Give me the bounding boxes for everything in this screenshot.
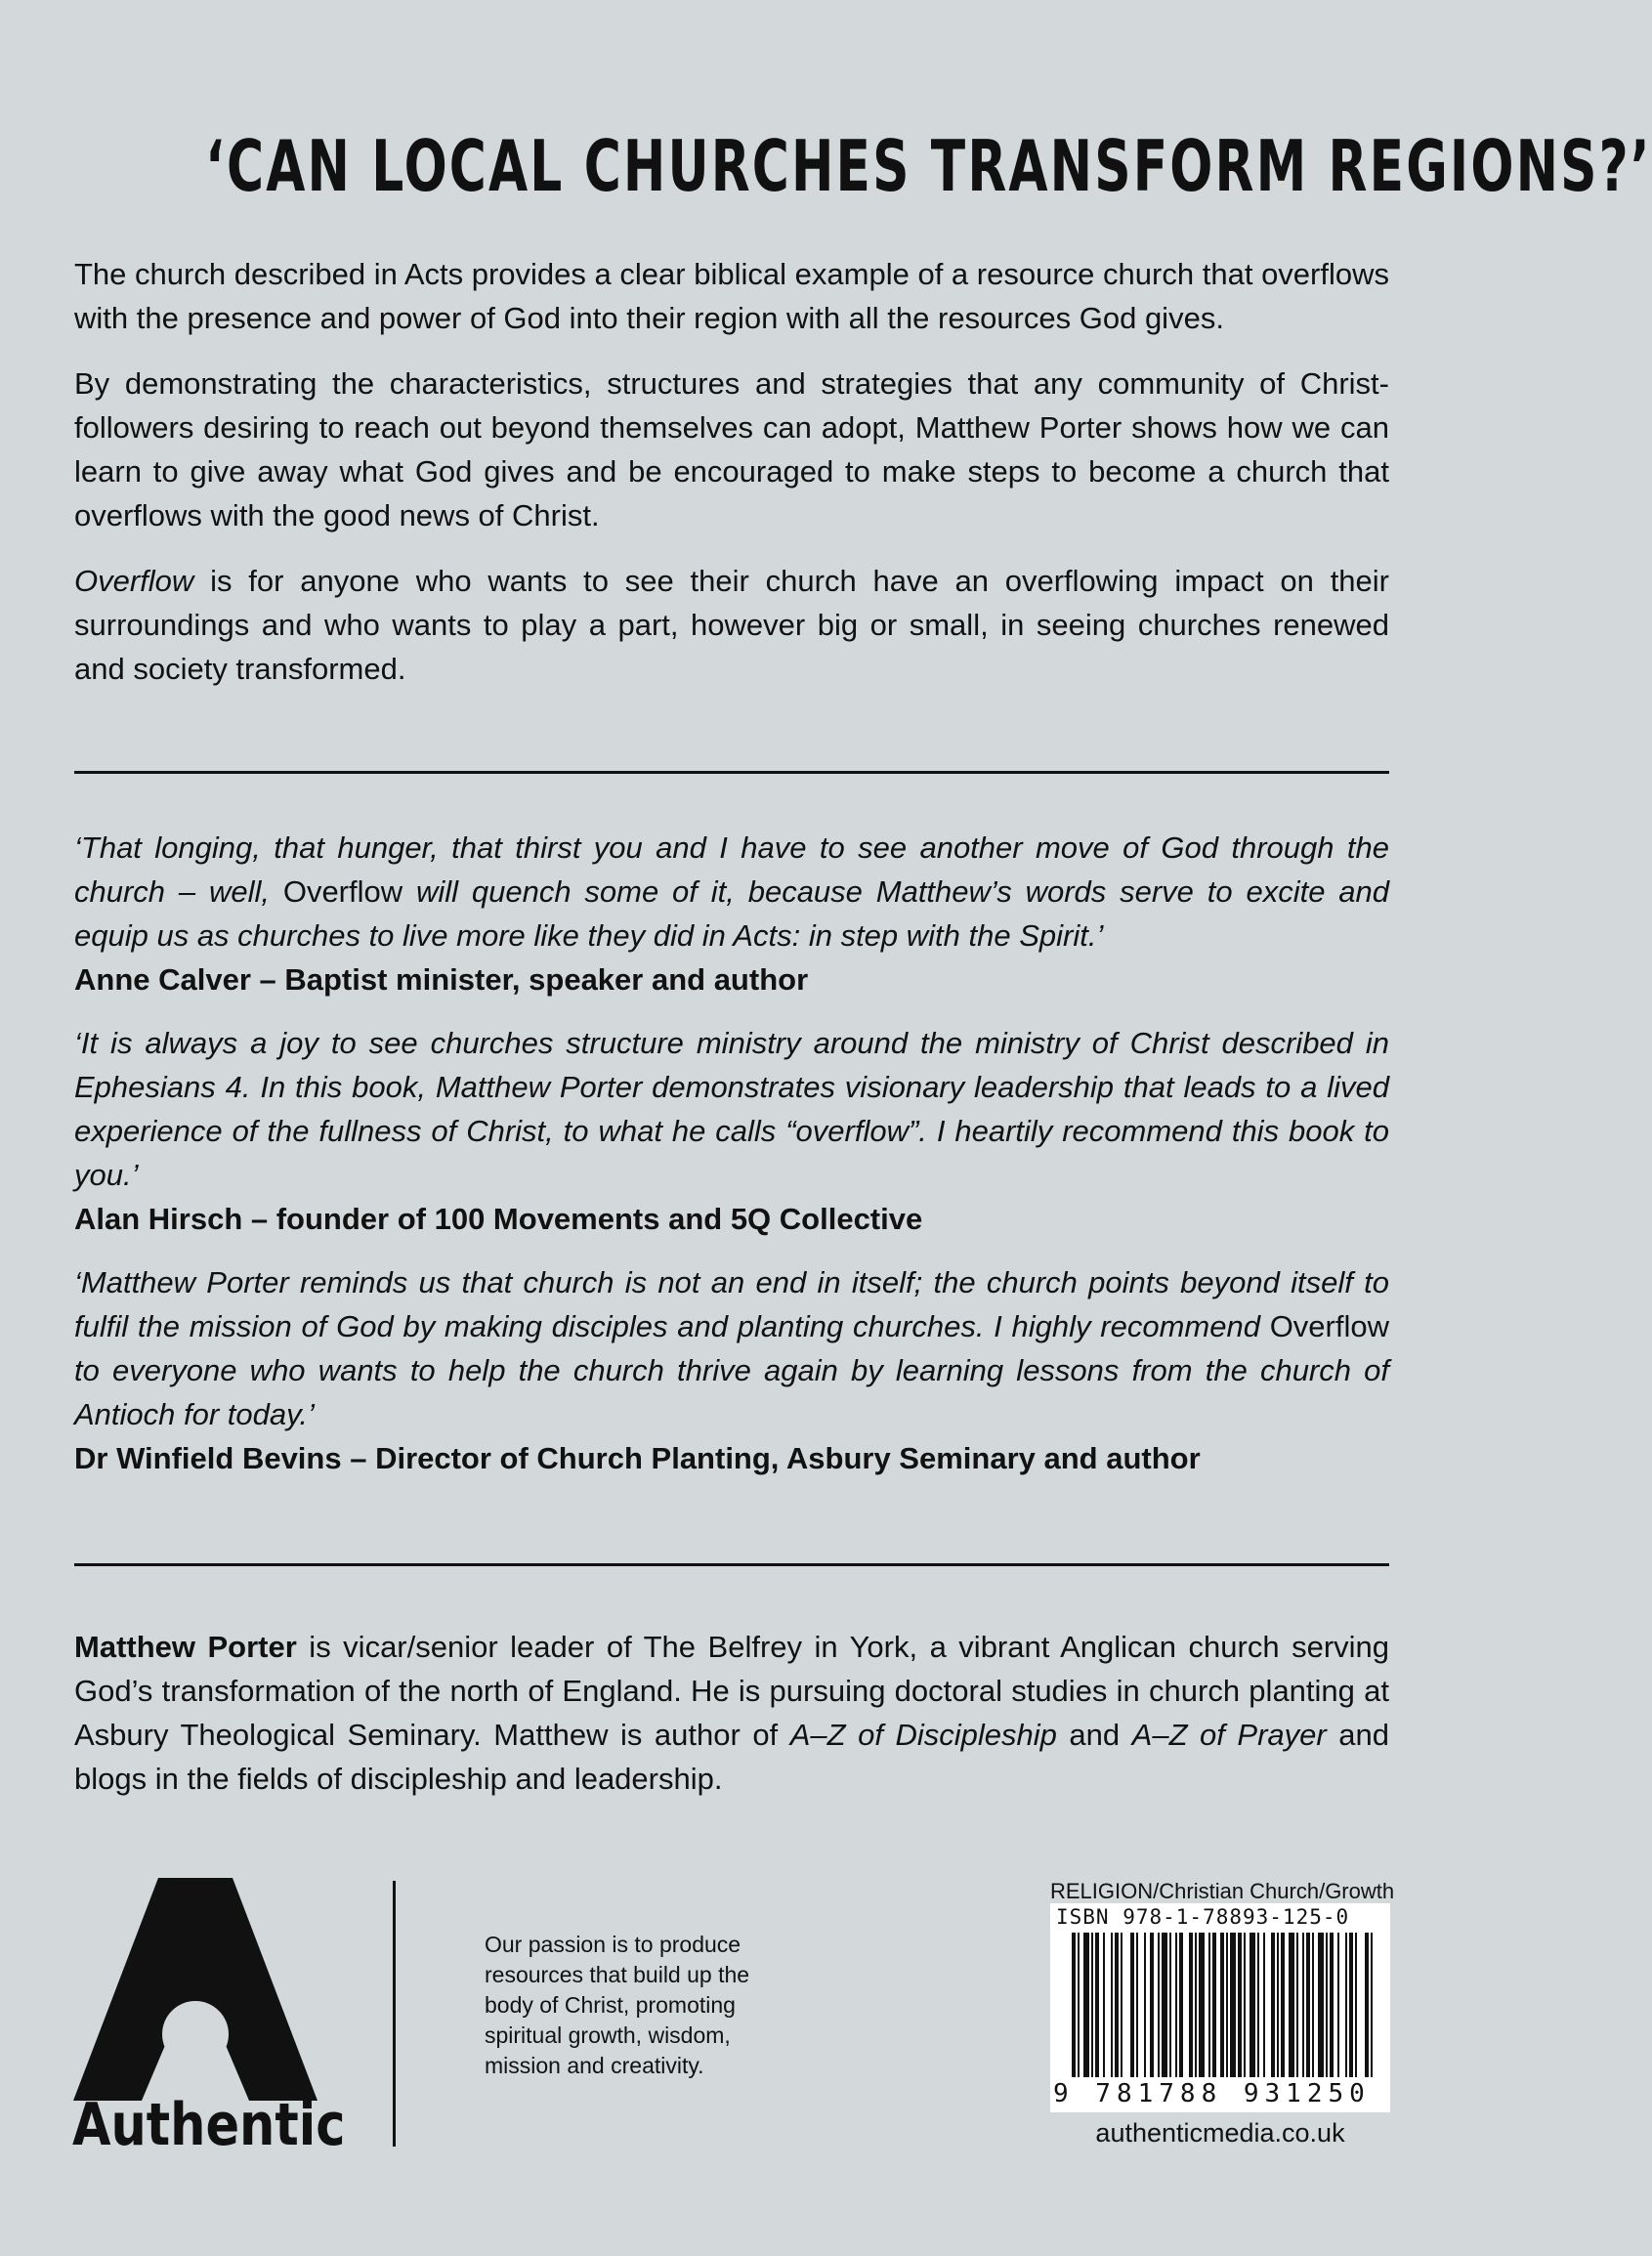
headline: ‘CAN LOCAL CHURCHES TRANSFORM REGIONS?’ bbox=[205, 125, 1652, 207]
barcode-bar bbox=[1230, 1933, 1236, 2077]
barcode-bar bbox=[1326, 1933, 1328, 2077]
quote-text: ‘It is always a joy to see churches structure ministry around the ministry of Christ described in Ephesians 4. In this book, Matthew Porter demonstrates visionary leadership that leads to a lived experience of the fullness of Christ, to what he calls “overflow”. I heartily recommend this book to you.’ bbox=[74, 1026, 1389, 1192]
endorsements bbox=[74, 826, 1389, 1480]
endorsement-quote bbox=[74, 1260, 1389, 1436]
book-category: RELIGION/Christian Church/Growth bbox=[1050, 1879, 1395, 1903]
barcode-bar bbox=[1111, 1933, 1113, 2077]
divider-top bbox=[74, 771, 1389, 774]
publisher-mission bbox=[485, 1930, 797, 2081]
barcode-bar bbox=[1277, 1933, 1279, 2077]
blurb-paragraph-1: The church described in Acts provides a clear biblical example of a resource church that overflows with the presence and power of God into their region with all the resources God gives. bbox=[74, 257, 1389, 335]
barcode-bar bbox=[1144, 1933, 1146, 2077]
barcode-bar bbox=[1244, 1933, 1246, 2077]
quote-text: ‘Matthew Porter reminds us that church is not an end in itself; the church points beyond itself to fulfil the mission of God by making disciples and planting churches. I highly recommend bbox=[74, 1265, 1389, 1343]
barcode-bar bbox=[1220, 1933, 1224, 2077]
barcode-bar bbox=[1072, 1933, 1076, 2077]
barcode-bar bbox=[1337, 1933, 1339, 2077]
barcode-bar bbox=[1257, 1933, 1259, 2077]
barcode-bar bbox=[1318, 1933, 1324, 2077]
barcode-bar bbox=[1199, 1933, 1205, 2077]
barcode-bar bbox=[1136, 1933, 1138, 2077]
author-name: Matthew Porter bbox=[74, 1630, 297, 1664]
endorsement-3 bbox=[74, 1260, 1389, 1480]
barcode-bar bbox=[1162, 1933, 1167, 2077]
barcode-bar bbox=[1226, 1933, 1228, 2077]
barcode-bar bbox=[1169, 1933, 1171, 2077]
barcode-bar bbox=[1289, 1933, 1294, 2077]
barcode-bar bbox=[1121, 1933, 1123, 2077]
barcode-bar bbox=[1238, 1933, 1242, 2077]
barcode-bar bbox=[1330, 1933, 1334, 2077]
endorsement-attribution: Dr Winfield Bevins – Director of Church Planting, Asbury Seminary and author bbox=[74, 1441, 1201, 1475]
logo-divider bbox=[393, 1881, 396, 2147]
endorsement-quote bbox=[74, 1021, 1389, 1197]
bio-text: and bbox=[1056, 1718, 1132, 1752]
barcode-bar bbox=[1195, 1933, 1197, 2077]
divider-bottom bbox=[74, 1563, 1389, 1566]
barcode-bar bbox=[1349, 1933, 1353, 2077]
quote-text: will quench some of it, because Matthew’s words serve to excite and equip us as churches to live more like they did in Acts: in step with the Spirit.’ bbox=[74, 874, 1389, 953]
barcode-bar bbox=[1371, 1933, 1373, 2077]
endorsement-attribution: Anne Calver – Baptist minister, speaker and author bbox=[74, 962, 809, 997]
barcode-bar bbox=[1302, 1933, 1304, 2077]
barcode-bar bbox=[1078, 1933, 1080, 2077]
barcode-bar bbox=[1158, 1933, 1160, 2077]
endorsement-1 bbox=[74, 826, 1389, 1001]
barcode-bar bbox=[1083, 1933, 1089, 2077]
barcode-bar bbox=[1115, 1933, 1119, 2077]
book-title: Overflow bbox=[1269, 1309, 1389, 1343]
barcode-bar bbox=[1150, 1933, 1154, 2077]
publisher-website: authenticmedia.co.uk bbox=[1095, 2118, 1345, 2148]
barcode-bar bbox=[1130, 1933, 1134, 2077]
barcode-bar bbox=[1212, 1933, 1216, 2077]
mission-line: body of Christ, promoting bbox=[485, 1992, 736, 2018]
barcode-bar bbox=[1208, 1933, 1210, 2077]
mission-line: mission and creativity. bbox=[485, 2053, 704, 2078]
isbn-label: ISBN 978-1-78893-125-0 bbox=[1056, 1905, 1350, 1929]
barcode-bar bbox=[1345, 1933, 1347, 2077]
bio-text: and blogs in the fields of discipleship and leadership. bbox=[74, 1718, 1389, 1796]
barcode-bar bbox=[1306, 1933, 1310, 2077]
mission-line: spiritual growth, wisdom, bbox=[485, 2022, 731, 2048]
quote-text: ‘That longing, that hunger, that thirst you and I have to see another move of God through the church – well, bbox=[74, 830, 1389, 909]
barcode-bar bbox=[1271, 1933, 1275, 2077]
publisher-name: Authentic bbox=[72, 2091, 346, 2159]
author-bio bbox=[74, 1625, 1389, 1801]
barcode-bar bbox=[1091, 1933, 1093, 2077]
barcode-bar bbox=[1312, 1933, 1314, 2077]
barcode-bar bbox=[1296, 1933, 1298, 2077]
book-title: A–Z of Prayer bbox=[1131, 1718, 1327, 1752]
mission-line: resources that build up the bbox=[485, 1962, 750, 1987]
barcode-digits: 9 781788 931250 bbox=[1053, 2079, 1371, 2108]
blurb-paragraph-3 bbox=[74, 559, 1389, 691]
barcode-bar bbox=[1095, 1933, 1099, 2077]
barcode-bar bbox=[1263, 1933, 1265, 2077]
barcode-bar bbox=[1355, 1933, 1357, 2077]
quote-text: to everyone who wants to help the church thrive again by learning lessons from the church of Antioch for today.’ bbox=[74, 1353, 1389, 1431]
barcode-bar bbox=[1179, 1933, 1183, 2077]
author-bio-text bbox=[74, 1625, 1389, 1801]
barcode-bar bbox=[1189, 1933, 1193, 2077]
book-title: Overflow bbox=[74, 564, 194, 598]
blurb bbox=[74, 252, 1389, 691]
barcode-bars bbox=[1050, 1933, 1390, 2077]
endorsement-quote bbox=[74, 826, 1389, 958]
barcode-bar bbox=[1175, 1933, 1177, 2077]
mission-line: Our passion is to produce bbox=[485, 1932, 741, 1957]
blurb-paragraph-2: By demonstrating the characteristics, structures and strategies that any community of Christ-followers desiring to reach out beyond themselves can adopt, Matthew Porter shows how we can learn to give away what God gives and be encouraged to make steps to become a church that overflows with the good news of Christ. bbox=[74, 366, 1389, 532]
endorsement-attribution: Alan Hirsch – founder of 100 Movements and 5Q Collective bbox=[74, 1202, 923, 1236]
barcode-bar bbox=[1103, 1933, 1105, 2077]
barcode-bar bbox=[1365, 1933, 1369, 2077]
blurb-paragraph-3-text: is for anyone who wants to see their church have an overflowing impact on their surroundings and who wants to play a part, however big or small, in seeing churches renewed and society transformed. bbox=[74, 564, 1389, 686]
isbn-barcode bbox=[1050, 1903, 1390, 2112]
book-title: A–Z of Discipleship bbox=[789, 1718, 1057, 1752]
endorsement-2 bbox=[74, 1021, 1389, 1241]
bio-text: is vicar/senior leader of The Belfrey in York, a vibrant Anglican church serving God’s transformation of the north of England. He is pursuing doctoral studies in church planting at Asbury Theological Seminary. Matthew is author of bbox=[74, 1630, 1390, 1752]
barcode-bar bbox=[1281, 1933, 1285, 2077]
book-title: Overflow bbox=[282, 874, 403, 909]
barcode-bar bbox=[1250, 1933, 1255, 2077]
